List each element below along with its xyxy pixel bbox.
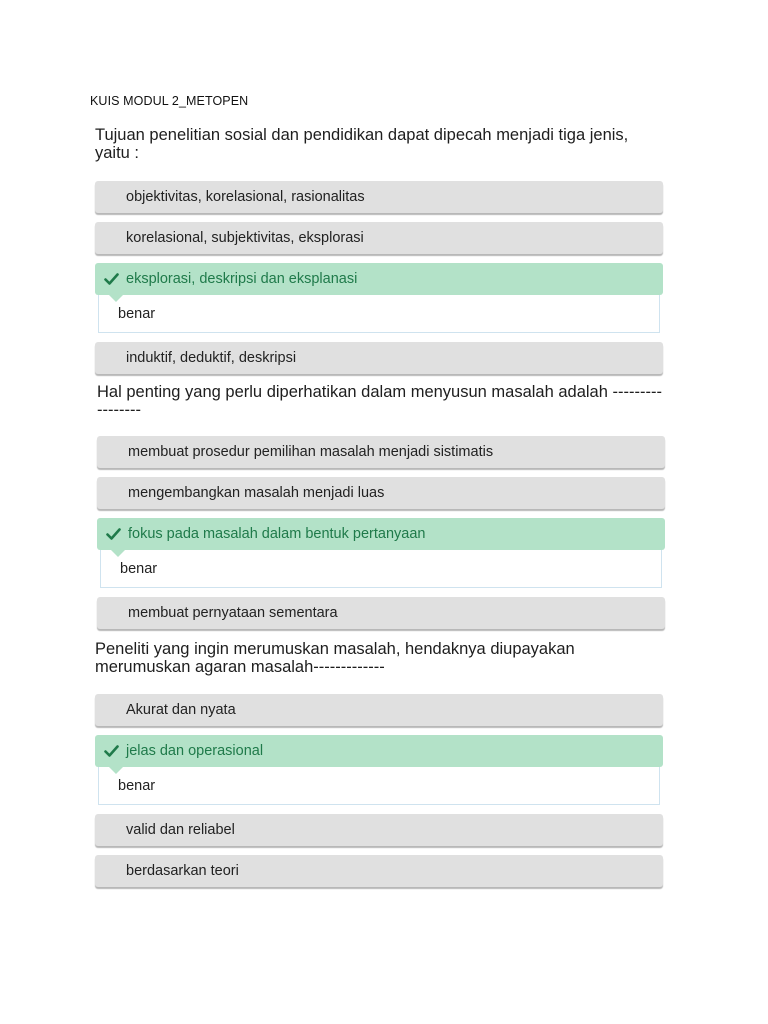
question-2-text: Hal penting yang perlu diperhatikan dalam menyusun masalah adalah ----------------- <box>97 383 662 419</box>
question-3-text: Peneliti yang ingin merumuskan masalah, hendaknya diupayakan merumuskan agaran masalah------------- <box>95 640 575 676</box>
option-label: fokus pada masalah dalam bentuk pertanyaan <box>128 526 426 542</box>
feedback-box: benar <box>100 550 662 588</box>
question-3-options <box>95 694 663 887</box>
feedback-pointer <box>109 767 123 774</box>
feedback-box: benar <box>98 295 660 333</box>
check-icon <box>104 272 119 286</box>
option[interactable]: objektivitas, korelasional, rasionalitas <box>95 181 663 213</box>
option[interactable]: induktif, deduktif, deskripsi <box>95 342 663 374</box>
feedback-box: benar <box>98 767 660 805</box>
question-3 <box>95 640 663 896</box>
option[interactable]: Akurat dan nyata <box>95 694 663 726</box>
option[interactable]: korelasional, subjektivitas, eksplorasi <box>95 222 663 254</box>
option[interactable]: valid dan reliabel <box>95 814 663 846</box>
option-label: jelas dan operasional <box>126 743 264 759</box>
document-title: KUIS MODUL 2_METOPEN <box>90 94 249 108</box>
question-1-text: Tujuan penelitian sosial dan pendidikan dapat dipecah menjadi tiga jenis, yaitu : <box>95 126 629 162</box>
feedback-pointer <box>111 550 125 557</box>
question-2-options <box>97 436 665 629</box>
question-2 <box>97 383 665 638</box>
question-1-options <box>95 181 663 374</box>
option[interactable]: membuat prosedur pemilihan masalah menjadi sistimatis <box>97 436 665 468</box>
option-label: eksplorasi, deskripsi dan eksplanasi <box>126 271 358 287</box>
option-correct[interactable] <box>95 263 663 295</box>
option[interactable]: membuat pernyataan sementara <box>97 597 665 629</box>
check-icon <box>106 527 121 541</box>
option[interactable]: mengembangkan masalah menjadi luas <box>97 477 665 509</box>
option[interactable]: berdasarkan teori <box>95 855 663 887</box>
option-correct[interactable] <box>95 735 663 767</box>
question-1 <box>95 126 663 383</box>
feedback-pointer <box>109 295 123 302</box>
check-icon <box>104 744 119 758</box>
option-correct[interactable] <box>97 518 665 550</box>
